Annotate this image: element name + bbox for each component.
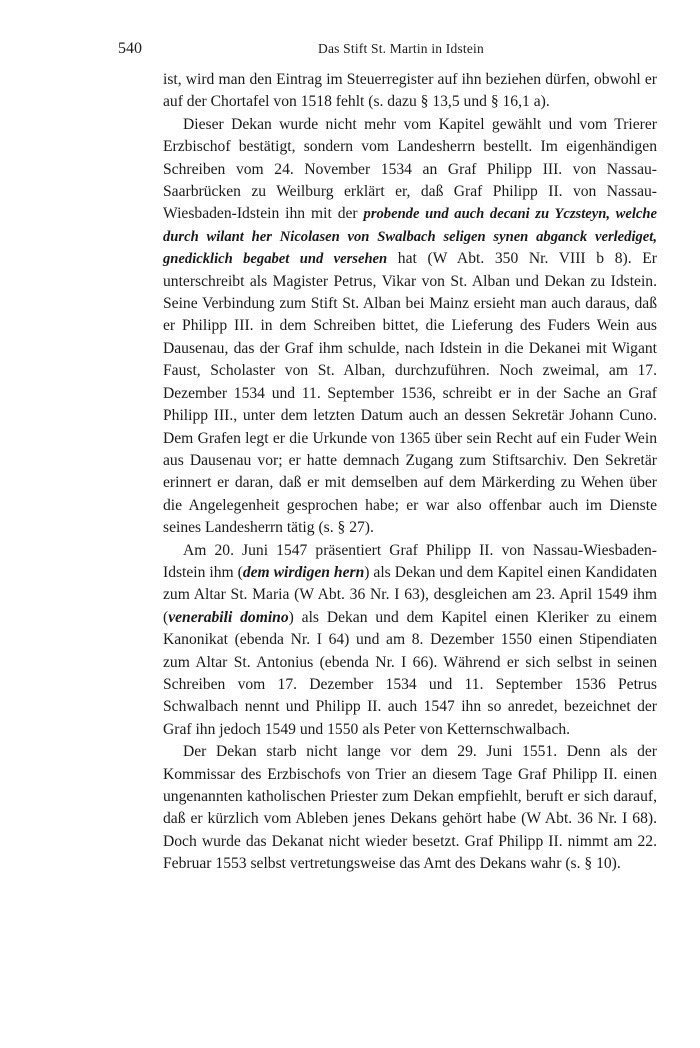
paragraph-2-text-a: Dieser Dekan wurde nicht mehr vom Kapitel gewählt und vom Trierer Erzbischof bestätigt, sondern vom Landesherrn bestellt. Im eigenhändigen Schreiben vom 24. November 1534 an Graf Philipp III. von Nassau-Saarbrücken zu Weilburg erklärt er, daß Graf Philipp II. von Nassau-Wiesbaden-Idstein ihn mit der xyxy=(163,115,657,223)
paragraph-3-text-b: ) als Dekan und dem Kapitel einen Kandidaten zum Altar St. Maria (W Abt. 36 Nr. I 63), desgleichen am 23. April 1549 ihm ( xyxy=(163,563,657,626)
paragraph-1-text: ist, wird man den Eintrag im Steuerregister auf ihn beziehen dürfen, obwohl er auf der Chortafel von 1518 fehlt (s. dazu § 13,5 und § 16,1 a). xyxy=(163,71,657,111)
paragraph-2 xyxy=(163,114,657,540)
paragraph-2-text-b: hat (W Abt. 350 Nr. VIII b 8). Er unterschreibt als Magister Petrus, Vikar von St. Alban und Dekan zu Idstein. Seine Verbindung zum Stift St. Alban bei Mainz ersieht man auch daraus, daß er Philipp III. in dem Schreiben bittet, die Lieferung des Fuders Wein aus Dausenau, das der Graf ihm schulde, nach Idstein in die Dekanei mit Wigant Faust, Scholaster von St. Alban, durchzuführen. Noch zweimal, am 17. Dezember 1534 und 11. September 1536, schreibt er in der Sache an Graf Philipp III., unter dem letzten Datum auch an dessen Sekretär Johann Cuno. Dem Grafen legt er die Urkunde von 1365 über sein Recht auf ein Fuder Wein aus Dausenau vor; er hatte demnach Zugang zum Stiftsarchiv. Den Sekretär erinnert er daran, daß er mit demselben auf dem Märkerding zu Wehen über die Angelegenheit gesprochen habe; er war also offenbar auch im Dienste seines Landesherrn tätig (s. § 27). xyxy=(163,250,657,537)
paragraph-3-text-a: Am 20. Juni 1547 präsentiert Graf Philipp II. von Nassau-Wiesbaden-Idstein ihm ( xyxy=(163,541,657,581)
paragraph-4 xyxy=(163,741,657,875)
body-text xyxy=(163,69,657,876)
running-title: Das Stift St. Martin in Idstein xyxy=(318,41,484,56)
page-header xyxy=(118,40,656,60)
paragraph-4-text: Der Dekan starb nicht lange vor dem 29. Juni 1551. Denn als der Kommissar des Erzbischofs von Trier an diesem Tage Graf Philipp II. einen ungenannten katholischen Priester zum Dekan empfiehlt, beruft er sich darauf, daß er kürzlich vom Ableben jenes Dekans gehört habe (W Abt. 36 Nr. I 68). Doch wurde das Dekanat nicht wieder besetzt. Graf Philipp II. nimmt am 22. Februar 1553 selbst vertretungsweise das Amt des Dekans wahr (s. § 10). xyxy=(163,743,657,873)
paragraph-3 xyxy=(163,540,657,742)
quotation-probende: probende und auch decani zu Yczsteyn, welche durch wilant her Nicolasen von Swalbach seligen synen abganck verlediget, gnedicklich begabet und versehen xyxy=(163,206,657,268)
paragraph-3-text-c: ) als Dekan und dem Kapitel einen Kleriker zu einem Kanonikat (ebenda Nr. I 64) und am 8. Dezember 1550 einen Stipendiaten zum Altar St. Antonius (ebenda Nr. I 66). Während er sich selbst in seinen Schreiben vom 17. Dezember 1534 und 11. September 1536 Petrus Schwalbach nennt und Philipp II. auch 1547 ihn so anredet, bezeichnet der Graf ihn jedoch 1549 und 1550 als Peter von Ketternschwalbach. xyxy=(163,608,657,738)
quotation-dem-wirdigen-hern: dem wirdigen hern xyxy=(242,563,365,581)
paragraph-1 xyxy=(163,69,657,114)
quotation-venerabili-domino: venerabili domino xyxy=(168,608,289,626)
page-number: 540 xyxy=(118,40,142,57)
